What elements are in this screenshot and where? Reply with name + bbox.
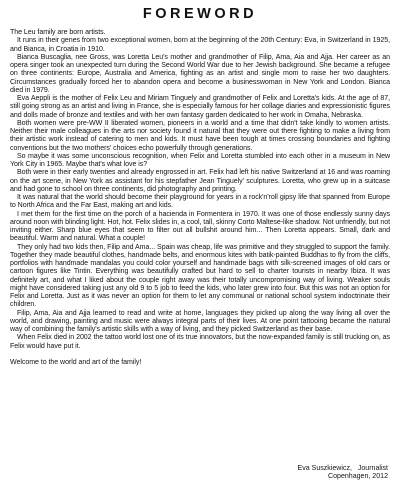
paragraph-9: I met them for the first time on the porch of a hacienda in Formentera in 1970. It was one of those endlessly sunny days around noon with blinding light. Hot, hot. Felix slides in, a cool, tall, skinny Corto Maltese-like shadow. Not unfriendly, but not inviting either. Sharp blue eyes that seem to filter out all bullshit around him... Then Loretta appears. Small, dark and beautiful. Warm and natural. What a couple!	[10, 210, 390, 243]
paragraph-7: Both were in their early twenties and already engrossed in art. Felix had left his native Switzerland at 16 and was roaming on the art scene, in New York as assistant for his stepfather Jean Tinguely' sculptures. Loretta, who grew up in a suitcase and had gone to school on three continents, did photography and printing.	[10, 169, 390, 193]
paragraph-8: It was natural that the world should become their playground for years in a rock'n'roll gipsy life that spanned from Europe to North Africa and the Far East, making art and kids.	[10, 194, 390, 210]
paragraph-12: When Felix died in 2002 the tattoo world lost one of its true innovators, but the now-expanded family is still trucking on, as Felix would have put it.	[10, 334, 390, 350]
page-title: FOREWORD	[142, 6, 258, 22]
foreword-page	[10, 6, 390, 367]
paragraph-5: Both women were pre-WW II liberated women, pioneers in a world and a time that didn't take kindly to women artists. Neither their male colleagues in the arts nor society found it natural that they were out there fighting to make a living from their artistic work instead of catering to men and kids. It must have been tough at times crossing boundaries and fighting conventions but the two mothers' choices echo powerfully through generations.	[10, 119, 390, 152]
closing-line: Welcome to the world and art of the family!	[10, 358, 142, 366]
signature-place: Copenhagen, 2012	[328, 473, 388, 481]
paragraph-1: The Leu family are born artists.	[10, 29, 106, 36]
paragraph-6: So maybe it was some unconscious recognition, when Felix and Loretta stumbled into each other in a museum in New York City in 1965. Maybe that's what love is?	[10, 152, 390, 168]
paragraph-4: Eva Aeppli is the mother of Felix Leu and Miriam Tinguely and grandmother of Felix and Loretta's kids. At the age of 87, still going strong as an artist and living in France, she is especially famous for her collage diaries and expressionistic figures and dolls made of bronze and textiles and with her own fantasy garden dedicated to her work in Omaha, Nebraska.	[10, 95, 390, 119]
paragraph-10: They only had two kids then, Filip and Ama... Spain was cheap, life was primitive and they struggled to support the family. Together they made beautiful clothes, handmade belts, and enormous kites with batik-painted Buddhas to fly from the cliffs, portfolios with handmade mandalas you could color yourself and handmade bags with silk-screened images of old cars or cartoon figures like Tintin. Everything was beautifully crafted but hard to sell to charter tourists in nearby Ibiza. It was definitely art, and what I liked about the couple right away was their totally uncompromising way of living. Weaker souls might have considered taking just any old 9 to 5 job to feed the kids, who later grew into four. But this was not an option for Felix and Loretta. Just as it was never an option for them to let any communal or national school system indoctrinate their children.	[10, 243, 390, 309]
body-text	[10, 29, 390, 367]
paragraph-2: It runs in their genes from two exceptional women, born at the beginning of the 20th Century: Eva, in Switzerland in 1925, and Bianca, in Croatia in 1910.	[10, 37, 390, 53]
signature-name: Eva Suszkiewicz, Journalist	[297, 465, 388, 472]
signature-block	[298, 465, 388, 482]
paragraph-11: Filip, Ama, Aia and Ajja learned to read and write at home, languages they picked up along the way living all over the world, and drawing, painting and music were always integral parts of their lives. At one point tattooing became the natural way of combining the family's artistic skills with a way of living, and they picked Switzerland as their base.	[10, 309, 390, 333]
paragraph-3: Bianca Buscaglia, nee Gross, was Loretta Leu's mother and grandmother of Filip, Ama, Aia and Ajja. Her career as an opera singer took an unexpected turn during the Second World War due to her Jewish background. She became a refugee on three continents: Europe, Australia and America, fighting as an artist and single mom to raise her two daughters. Circumstances gradually forced her to abandon opera and become a businesswoman in New York and London. Bianca died in 1979.	[10, 53, 390, 94]
